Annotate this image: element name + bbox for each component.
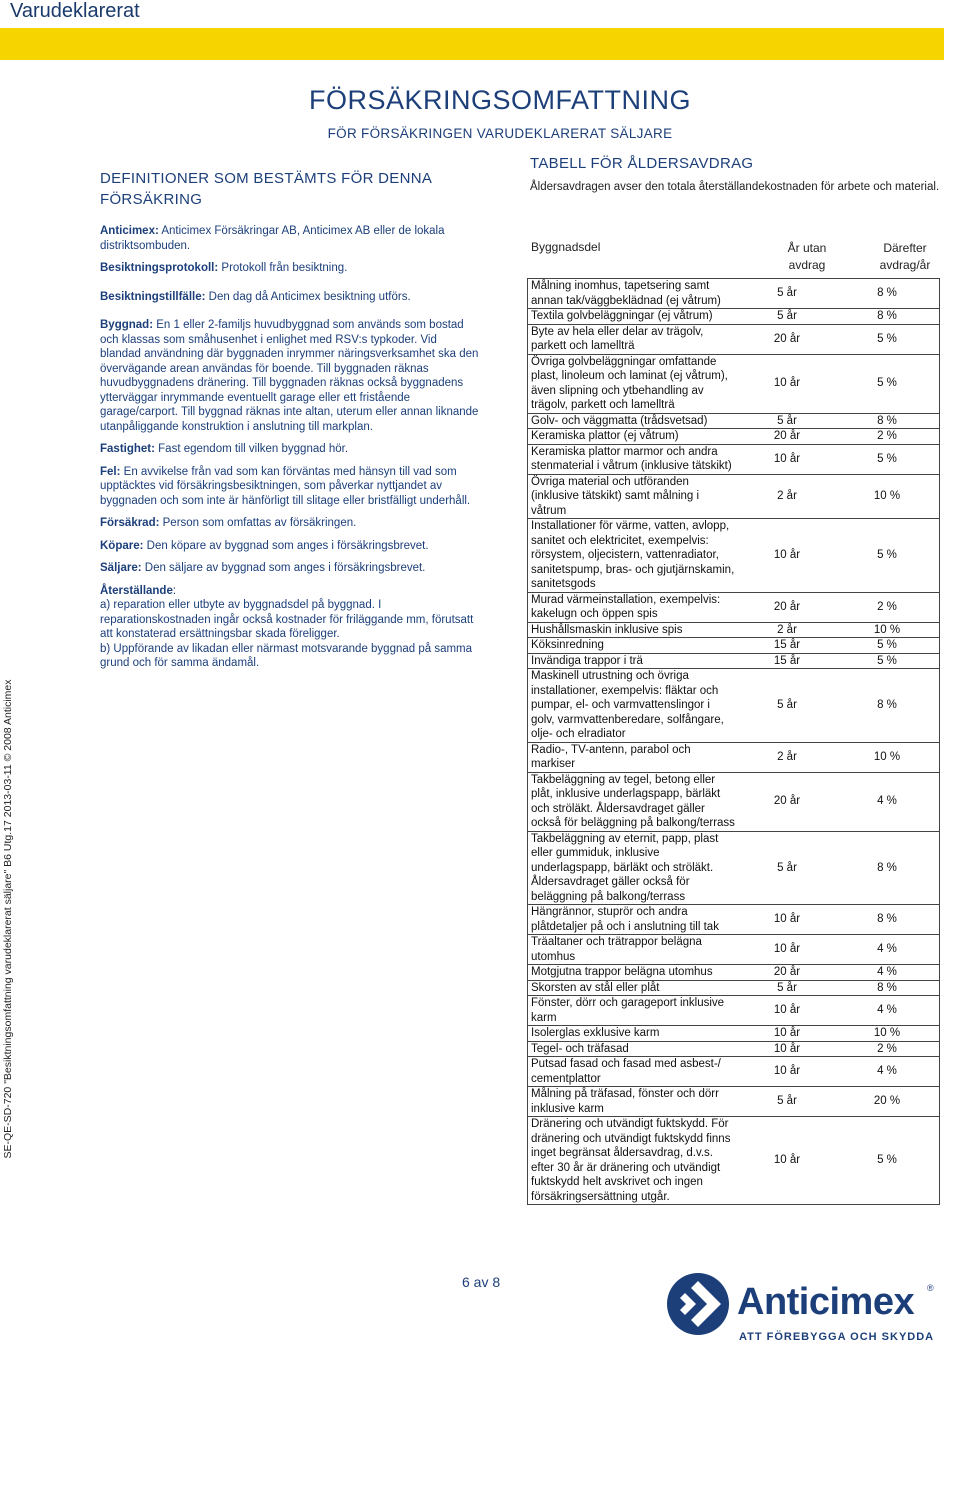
row-part: Skorsten av stål eller plåt <box>531 981 660 994</box>
definition-text: Den dag då Anticimex besiktning utförs. <box>205 290 411 303</box>
row-percent: 5 % <box>877 654 897 667</box>
definition-text: Person som omfattas av försäkringen. <box>159 517 357 529</box>
row-part: Takbeläggning av eternit, papp, plast eller gummiduk, inklusive underlagspapp, bärläkt och ströläkt. Åldersavdraget gäller också för beläggning på balkong/terrass <box>531 832 719 903</box>
row-years: 20 år <box>773 600 801 613</box>
definition-term: Köpare: <box>100 539 144 552</box>
row-percent: 20 % <box>873 1095 901 1108</box>
header-title: Varudeklarerat <box>10 0 140 22</box>
row-percent: 4 % <box>877 1004 897 1017</box>
table-row <box>528 980 940 996</box>
definitions-section <box>100 168 480 671</box>
row-part: Målning inomhus, tapetsering samt annan tak/väggbeklädnad (ej våtrum) <box>531 280 721 307</box>
definition-text: Fast egendom till vilken byggnad hör. <box>154 443 349 455</box>
definition-term: Fastighet: <box>100 443 155 455</box>
row-part: Keramiska plattor (ej våtrum) <box>531 430 679 442</box>
row-percent: 8 % <box>877 310 897 322</box>
age-table-intro: Åldersavdragen avser den totala återställandekostnaden för arbete och material. <box>530 181 940 193</box>
table-row <box>528 622 940 638</box>
table-row <box>528 592 940 622</box>
definition-text: En avvikelse från vad som kan förväntas med hänsyn till vad som upptäcktes vid försäkringsbesiktningen, som påverkar nyttjandet av byggnaden och som inte är hänförligt till slitage eller bristfälligt underhåll. <box>100 465 471 507</box>
row-years: 5 år <box>777 1095 797 1108</box>
table-row <box>528 1041 940 1057</box>
row-part: Radio-, TV-antenn, parabol och markiser <box>531 743 691 770</box>
row-part: Träaltaner och trätrappor belägna utomhus <box>531 936 702 963</box>
row-years: 10 år <box>773 913 801 926</box>
age-table-heading: TABELL FÖR ÅLDERSAVDRAG <box>530 155 754 172</box>
row-part: Dränering och utvändigt fuktskydd. För dränering och utvändigt fuktskydd finns inget begränsat åldersavdrag, d.v.s. efter 30 år är dränering och utvändigt fuktskydd helt avskrivet och ingen försäkringsersättning utgår. <box>531 1118 731 1203</box>
row-percent: 4 % <box>877 966 897 978</box>
definition-item <box>100 442 480 457</box>
table-row <box>528 965 940 981</box>
definition-item <box>100 465 480 509</box>
row-percent: 5 % <box>877 332 897 345</box>
row-part: Textila golvbeläggningar (ej våtrum) <box>531 310 713 322</box>
age-deduction-section <box>530 155 940 195</box>
row-part: Övriga material och utföranden (inklusive tätskikt) samt målning i våtrum <box>531 475 700 517</box>
definition-item <box>100 539 480 554</box>
row-percent: 5 % <box>877 452 897 465</box>
definition-text: Protokoll från besiktning. <box>218 262 348 274</box>
row-years: 2 år <box>777 490 797 502</box>
row-percent: 10 % <box>873 623 901 636</box>
row-percent: 10 % <box>873 1027 901 1039</box>
row-part: Takbeläggning av tegel, betong eller plåt, inklusive underlagspapp, bärläkt och ströläkt. Åldersavdraget gäller också för beläggning på balkong/terrass <box>531 773 735 829</box>
definition-text: Anticimex Försäkringar AB, Anticimex AB eller de lokala distriktsombuden. <box>100 225 445 252</box>
row-part: Hushållsmaskin inklusive spis <box>531 623 683 636</box>
row-percent: 4 % <box>877 1065 897 1078</box>
row-percent: 2 % <box>877 430 897 442</box>
table-row <box>528 742 940 772</box>
definition-term: Försäkrad: <box>100 517 160 529</box>
table-row <box>528 935 940 965</box>
row-years: 10 år <box>773 1065 801 1078</box>
column-header-part: Byggnadsdel <box>531 240 601 254</box>
anticimex-logo: Anticimex ® ATT FÖREBYGGA OCH SKYDDA <box>667 1273 947 1347</box>
row-part: Maskinell utrustning och övriga installationer, exempelvis: fläktar och pumpar, el- och varmvattenslingor i golv, varmvattenberedare, solfångare, olje- och elradiator <box>531 670 724 740</box>
page-number: 6 av 8 <box>462 1274 501 1290</box>
table-row <box>528 413 940 429</box>
row-percent: 8 % <box>877 414 897 427</box>
definition-item <box>100 516 480 531</box>
definition-term: Fel: <box>100 465 121 478</box>
row-part: Fönster, dörr och garageport inklusive karm <box>531 997 725 1024</box>
row-years: 10 år <box>773 1042 801 1055</box>
definition-term: Besiktningsprotokoll: <box>100 262 219 274</box>
row-percent: 5 % <box>877 377 897 390</box>
row-percent: 2 % <box>877 600 897 613</box>
table-row <box>528 831 940 905</box>
definition-text: Den köpare av byggnad som anges i försäkringsbrevet. <box>143 539 429 552</box>
definition-item <box>100 224 480 253</box>
row-part: Tegel- och träfasad <box>531 1042 629 1055</box>
definition-item <box>100 290 480 305</box>
row-part: Hängrännor, stuprör och andra plåtdetaljer på och i anslutning till tak <box>531 906 719 933</box>
row-years: 20 år <box>773 795 801 808</box>
table-row <box>528 444 940 474</box>
column-header-annual-deduction: Därefter avdrag/år <box>879 241 931 272</box>
row-percent: 2 % <box>877 1042 897 1055</box>
logo-tagline: ATT FÖREBYGGA OCH SKYDDA <box>739 1331 935 1343</box>
row-percent: 5 % <box>877 1154 897 1167</box>
row-years: 5 år <box>777 310 797 322</box>
row-part: Keramiska plattor marmor och andra stenmaterial i våtrum (inklusive tätskikt) <box>531 445 732 472</box>
table-row <box>528 772 940 831</box>
table-row <box>528 905 940 935</box>
row-part: Köksinredning <box>531 639 604 651</box>
row-years: 5 år <box>777 861 797 874</box>
row-part: Putsad fasad och fasad med asbest-/ cementplattor <box>531 1058 721 1085</box>
row-percent: 5 % <box>877 639 897 651</box>
row-part: Golv- och väggmatta (trådsvetsad) <box>531 414 708 427</box>
table-row <box>528 653 940 669</box>
row-percent: 10 % <box>873 490 901 502</box>
definition-term: Besiktningstillfälle: <box>100 290 206 303</box>
definition-text: Den säljare av byggnad som anges i försäkringsbrevet. <box>141 562 426 574</box>
row-part: Installationer för värme, vatten, avlopp, sanitet och elektricitet, exempelvis: rörsystem, oljecistern, vattenradiator, sanitetspump, bras- och gjutjärnskamin, sanitetsgods <box>531 520 735 590</box>
page-title: FÖRSÄKRINGSOMFATTNING <box>308 85 691 115</box>
row-percent: 8 % <box>877 287 897 300</box>
definitions-heading: DEFINITIONER SOM BESTÄMTS FÖR DENNA FÖRSÄKRING <box>100 170 432 208</box>
row-years: 10 år <box>773 943 801 956</box>
definition-item <box>100 261 480 276</box>
table-row <box>528 474 940 519</box>
table-row <box>528 1026 940 1042</box>
row-part: Övriga golvbeläggningar omfattande plast, linoleum och laminat (ej våtrum), även slipning och ytbehandling av trägolv, parkett och lamellträ <box>531 355 728 411</box>
row-years: 20 år <box>773 430 801 442</box>
row-part: Byte av hela eller delar av trägolv, parkett och lamellträ <box>531 325 704 352</box>
row-years: 10 år <box>773 1027 801 1039</box>
table-row <box>528 519 940 593</box>
table-row <box>528 1117 940 1205</box>
row-years: 10 år <box>773 1154 801 1167</box>
row-part: Murad värmeinstallation, exempelvis: kakelugn och öppen spis <box>531 593 721 620</box>
definition-text: En 1 eller 2-familjs huvudbyggnad som används som bostad och klassas som småhusenhet i enlighet med RSV:s typkoder. Vid blandad användning där byggnaden inrymmer näringsverksamhet ska den övervägande arean användas för boende. Till byggnaden räknas huvudbyggnadens dränering. Till byggnaden räknas också byggnadens ytterväggar inrymmande eventuellt garage eller ett fristående garage/carport. Till byggnad räknas inte altan, uterum eller annan liknande utanpåliggande konstruktion i anslutning till markplan. <box>100 319 479 433</box>
table-row <box>528 996 940 1026</box>
row-percent: 10 % <box>873 750 901 763</box>
table-row <box>528 669 940 743</box>
table-row <box>528 309 940 325</box>
table-row <box>528 1057 940 1087</box>
header-yellow-bar <box>0 28 944 60</box>
table-row <box>528 279 940 309</box>
row-years: 15 år <box>773 639 801 651</box>
row-percent: 8 % <box>877 981 897 994</box>
definition-term: Anticimex: <box>100 225 159 237</box>
row-years: 20 år <box>773 966 801 978</box>
side-document-reference: SE-QE-SD-720 "Besiktningsomfattning varudeklarerat säljare" B6 Utg.17 2013-03-11 © 2008 Anticimex <box>2 679 14 1159</box>
row-part: Invändiga trappor i trä <box>531 654 643 667</box>
logo-wordmark: Anticimex <box>737 1281 915 1323</box>
row-years: 10 år <box>773 377 801 390</box>
table-row <box>528 429 940 445</box>
row-percent: 4 % <box>877 943 897 956</box>
row-percent: 5 % <box>877 549 897 561</box>
row-years: 5 år <box>777 414 797 427</box>
row-years: 10 år <box>773 452 801 465</box>
table-row <box>528 1087 940 1117</box>
row-part: Målning på träfasad, fönster och dörr inklusive karm <box>531 1088 719 1115</box>
definition-term: Säljare: <box>100 562 142 574</box>
row-percent: 8 % <box>877 699 897 711</box>
row-percent: 8 % <box>877 913 897 926</box>
restoration-definition: Återställande: a) reparation eller utbyte av byggnadsdel på byggnad. I reparationskostnaden ingår också kostnader för friläggande mm, förutsatt att konstaterad ersättningsbar skada föreligger. b) Uppförande av likadan eller närmast motsvarande byggnad på samma grund och för samma ändamål. <box>100 584 480 671</box>
row-percent: 8 % <box>877 861 897 874</box>
row-years: 20 år <box>773 332 801 345</box>
row-years: 10 år <box>773 1004 801 1017</box>
page-subtitle: FÖR FÖRSÄKRINGEN VARUDEKLARERAT SÄLJARE <box>327 126 673 141</box>
row-years: 15 år <box>773 654 801 667</box>
restoration-b: b) Uppförande av likadan eller närmast motsvarande byggnad på samma grund och för samma ändamål. <box>100 642 473 669</box>
table-row <box>528 354 940 413</box>
row-part: Isolerglas exklusive karm <box>531 1027 660 1039</box>
table-row <box>528 324 940 354</box>
age-deduction-table <box>527 278 940 1205</box>
row-percent: 4 % <box>877 795 897 808</box>
definition-item <box>100 318 480 434</box>
definitions-list <box>100 224 480 576</box>
column-header-free-years: År utan avdrag <box>787 241 827 272</box>
definition-term: Återställande <box>100 584 173 597</box>
definition-term: Byggnad: <box>100 319 154 331</box>
definition-item <box>100 561 480 576</box>
anticimex-logo-mark-icon <box>667 1273 729 1335</box>
row-years: 2 år <box>777 623 797 636</box>
table-row <box>528 638 940 654</box>
row-years: 5 år <box>777 287 797 300</box>
row-years: 2 år <box>777 750 797 763</box>
row-years: 10 år <box>773 549 801 561</box>
row-years: 5 år <box>777 981 797 994</box>
restoration-a: a) reparation eller utbyte av byggnadsdel på byggnad. I reparationskostnaden ingår också kostnader för friläggande mm, förutsatt att konstaterad ersättningsbar skada föreligger. <box>100 599 474 640</box>
row-part: Motgjutna trappor belägna utomhus <box>531 966 713 978</box>
row-years: 5 år <box>777 699 797 711</box>
